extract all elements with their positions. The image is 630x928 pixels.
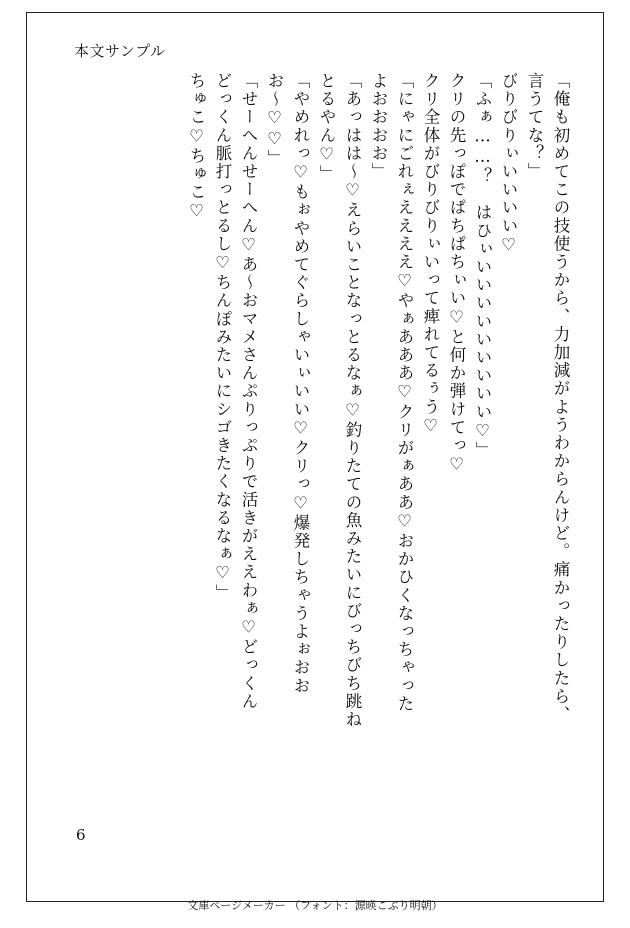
text-line: 言うてな？」: [525, 72, 544, 181]
text-line: クリ全体がびりびりぃいって痺れてるぅう♡: [421, 72, 440, 437]
text-line: ちゅこ♡ちゅこ♡: [187, 72, 206, 222]
text-line: とるやん♡」: [317, 72, 336, 184]
text-line: クリの先っぽでぱちぱちぃい♡と何か弾けてっ♡: [447, 72, 466, 476]
text-line: 「俺も初めてこの技使うから、力加減がようわからんけど。痛かったりしたら、: [551, 72, 570, 724]
page-header-title: 本文サンプル: [74, 42, 166, 60]
text-line: お～♡♡」: [265, 72, 284, 168]
footer-credit: 文庫ページメーカー （フォント：源暎こぶり明朝）: [187, 899, 443, 912]
text-line: 「あっはは～♡えらいことなっとるなぁ♡釣りたての魚みたいにびっちびち跳ね: [343, 72, 362, 729]
text-line: よおおおお」: [369, 72, 388, 181]
vertical-text-body: [88, 72, 568, 812]
text-line: 「せーへんせーへん♡あ～おマメさんぷりっぷりで活きがええわぁ♡どっくん: [239, 72, 258, 711]
text-line: どっくん脈打っとるし♡ちんぽみたいにシゴきたくなるなぁ♡」: [213, 72, 232, 602]
text-line: 「ふぁ……？ はひぃいいいいいいいいい♡」: [473, 72, 492, 460]
text-line: 「やめれっ♡もぉやめてぐらしゃいぃいい♡クリっ♡爆発しちゃうよぉおお: [291, 72, 310, 695]
page-number: 6: [76, 826, 86, 844]
text-line: 「にゃにごれぇええええ♡やぁあああ♡クリがぁああ♡おかひくなっちゃった: [395, 72, 414, 713]
text-line: びりびりぃいいいい♡: [499, 72, 518, 256]
